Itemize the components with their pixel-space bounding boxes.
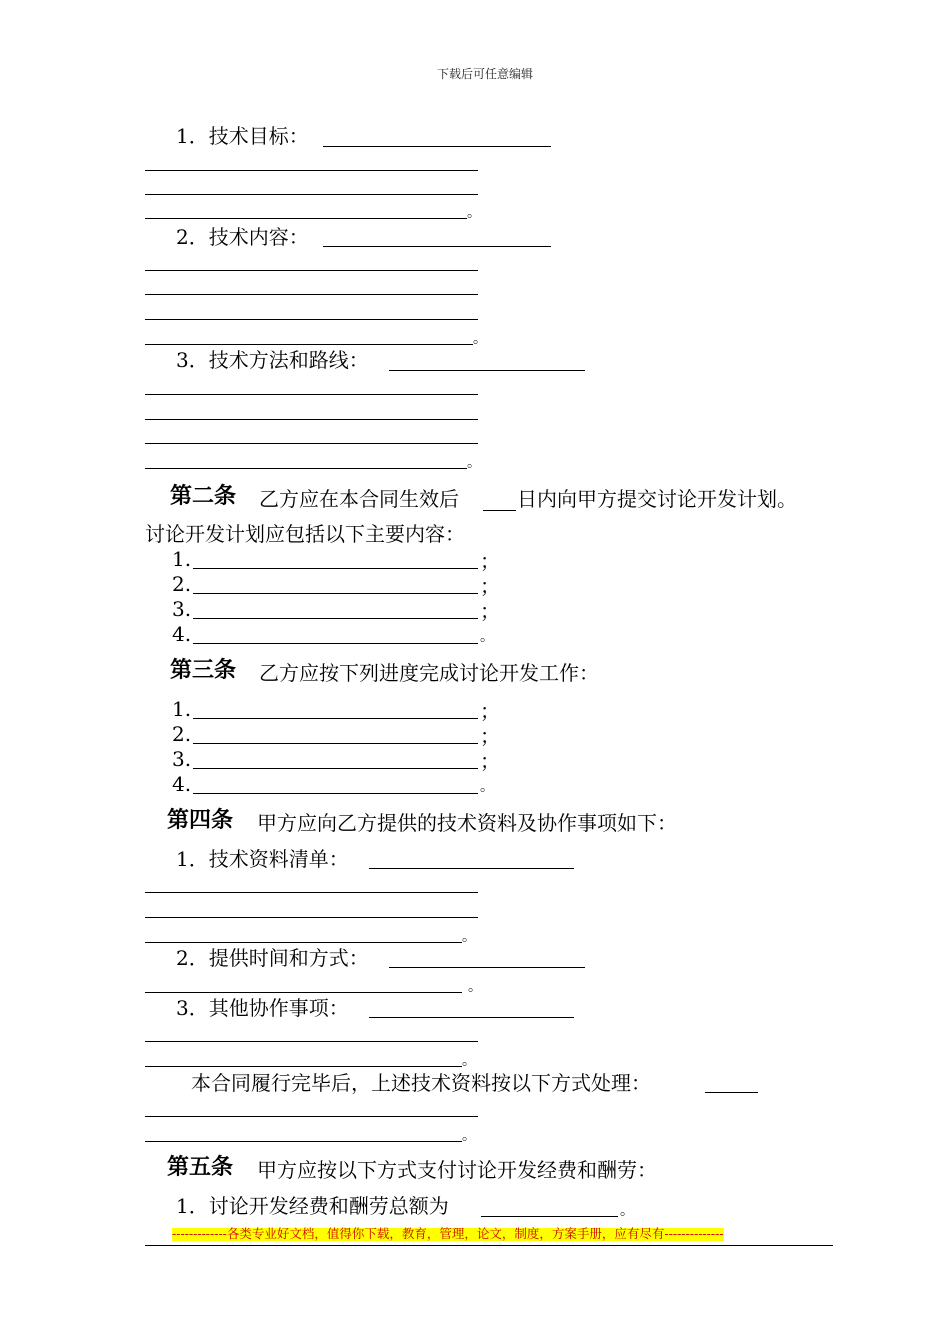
footer-rule xyxy=(145,1245,833,1246)
article-3-item-2: 2. xyxy=(172,722,192,746)
tech-method-line-2 xyxy=(145,419,478,420)
disposal-line-2 xyxy=(145,1141,462,1142)
period: 。 xyxy=(620,1203,634,1219)
tech-method-blank xyxy=(389,370,585,371)
tech-method-line-1 xyxy=(145,394,478,395)
page-header: 下载后可任意编辑 xyxy=(437,67,534,81)
article-2-item-2-blank xyxy=(193,593,478,594)
article-2-text: 乙方应在本合同生效后 xyxy=(259,487,459,511)
article-2-item-4-blank xyxy=(193,643,478,644)
tech-docs-line-3 xyxy=(145,942,462,943)
period: 。 xyxy=(468,979,482,995)
tech-docs-blank xyxy=(369,868,574,869)
article-2-days-blank xyxy=(483,510,516,511)
tech-goal-blank xyxy=(323,146,551,147)
tech-content-label: 2．技术内容： xyxy=(176,225,309,249)
article-5-heading: 第五条 xyxy=(167,1155,234,1180)
article-2-line2: 讨论开发计划应包括以下主要内容： xyxy=(145,522,465,546)
disposal-text: 本合同履行完毕后，上述技术资料按以下方式处理： xyxy=(191,1071,651,1095)
article-3-item-4: 4. xyxy=(172,772,192,796)
article-2-item-1-blank xyxy=(193,568,478,569)
article-2-item-3: 3. xyxy=(172,597,192,621)
tech-goal-line-1 xyxy=(145,170,478,171)
tech-goal-line-3 xyxy=(145,218,467,219)
article-3-text: 乙方应按下列进度完成讨论开发工作： xyxy=(259,661,599,685)
tech-content-line-2 xyxy=(145,294,478,295)
semicolon: ； xyxy=(480,549,500,573)
disposal-blank xyxy=(705,1092,758,1093)
delivery-line-1 xyxy=(145,992,462,993)
article-3-item-1-blank xyxy=(193,718,478,719)
article-2-heading: 第二条 xyxy=(170,484,237,509)
tech-goal-line-2 xyxy=(145,194,478,195)
article-3-item-3: 3. xyxy=(172,747,192,771)
tech-content-line-1 xyxy=(145,270,478,271)
period: 。 xyxy=(467,455,481,471)
tech-docs-label: 1．技术资料清单： xyxy=(176,847,349,871)
total-fee-blank xyxy=(481,1216,618,1217)
semicolon: ； xyxy=(480,599,500,623)
delivery-blank xyxy=(389,967,585,968)
disposal-line-1 xyxy=(145,1116,478,1117)
semicolon: ； xyxy=(480,699,500,723)
tech-docs-line-2 xyxy=(145,917,478,918)
tech-content-line-4 xyxy=(145,344,473,345)
tech-goal-label: 1．技术目标： xyxy=(176,124,309,148)
tech-method-line-3 xyxy=(145,443,478,444)
tech-method-label: 3．技术方法和路线： xyxy=(176,348,369,372)
other-coop-blank xyxy=(369,1017,574,1018)
article-3-item-3-blank xyxy=(193,768,478,769)
article-4-text: 甲方应向乙方提供的技术资料及协作事项如下： xyxy=(257,811,677,835)
tech-method-line-4 xyxy=(145,468,467,469)
article-3-item-2-blank xyxy=(193,743,478,744)
period: 。 xyxy=(480,779,494,795)
article-3-item-1: 1. xyxy=(172,697,192,721)
tech-content-blank xyxy=(323,246,551,247)
article-2-item-1: 1. xyxy=(172,547,192,571)
period: 。 xyxy=(480,629,494,645)
period: 。 xyxy=(462,1053,476,1069)
tech-content-line-3 xyxy=(145,319,478,320)
article-3-heading: 第三条 xyxy=(170,658,237,683)
footer-banner: -------------各类专业好文档，值得你下载，教育，管理，论文，制度，方案手册，应有尽有-------------- xyxy=(172,1226,724,1241)
tech-docs-line-1 xyxy=(145,892,478,893)
total-fee-label: 1．讨论开发经费和酬劳总额为 xyxy=(176,1194,449,1218)
article-2-item-4: 4. xyxy=(172,622,192,646)
article-2-item-3-blank xyxy=(193,618,478,619)
semicolon: ； xyxy=(480,749,500,773)
semicolon: ； xyxy=(480,574,500,598)
other-coop-line-1 xyxy=(145,1041,478,1042)
period: 。 xyxy=(473,331,487,347)
period: 。 xyxy=(462,929,476,945)
period: 。 xyxy=(467,205,481,221)
semicolon: ； xyxy=(480,724,500,748)
article-5-text: 甲方应按以下方式支付讨论开发经费和酬劳： xyxy=(257,1158,657,1182)
article-4-heading: 第四条 xyxy=(167,808,234,833)
period: 。 xyxy=(462,1128,476,1144)
article-2-item-2: 2. xyxy=(172,572,192,596)
delivery-label: 2．提供时间和方式： xyxy=(176,946,369,970)
article-3-item-4-blank xyxy=(193,793,478,794)
article-2-text-after: 日内向甲方提交讨论开发计划。 xyxy=(517,487,797,511)
other-coop-label: 3．其他协作事项： xyxy=(176,996,349,1020)
other-coop-line-2 xyxy=(145,1066,462,1067)
